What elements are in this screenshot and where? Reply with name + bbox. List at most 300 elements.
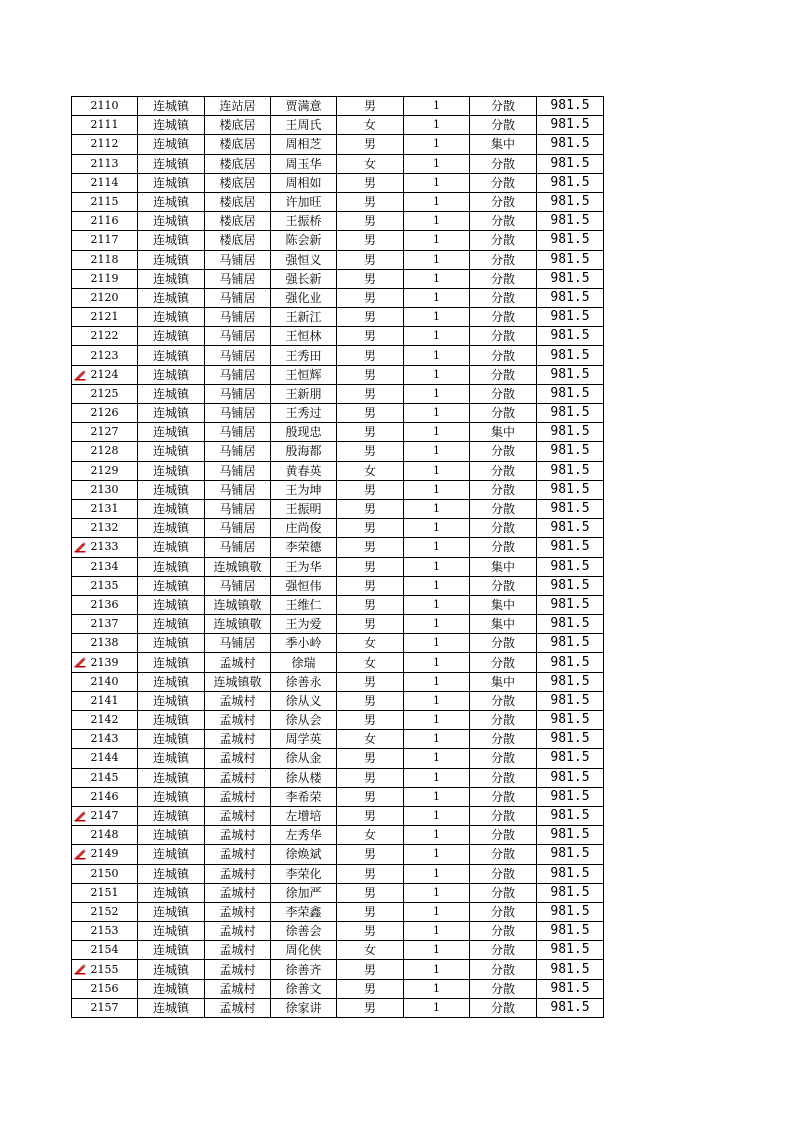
cell-amount [537, 691, 604, 710]
cell-id [72, 192, 138, 211]
cell-mode [470, 806, 537, 825]
cell-count-text: 1 [433, 655, 440, 669]
cell-count-text: 1 [433, 559, 440, 573]
cell-amount-text: 981.5 [550, 270, 590, 286]
cell-gender-text: 男 [363, 502, 376, 517]
cell-mode-text: 分散 [490, 386, 515, 401]
cell-count-text: 1 [433, 444, 440, 458]
cell-name-text: 王为爱 [285, 617, 322, 632]
cell-name-text: 贾满意 [285, 99, 322, 114]
cell-amount [537, 346, 604, 365]
cell-gender-text: 男 [363, 233, 376, 248]
cell-village-text: 楼底居 [219, 214, 256, 229]
cell-name [271, 960, 337, 979]
cell-amount [537, 730, 604, 749]
cell-id [72, 883, 138, 902]
cell-id [72, 711, 138, 730]
cell-count [404, 519, 470, 538]
cell-name-text: 周化侠 [285, 943, 322, 958]
cell-id-text: 2119 [90, 271, 119, 285]
cell-gender [337, 480, 404, 499]
cell-name-text: 王为坤 [285, 482, 322, 497]
cell-town-text: 连城镇 [152, 655, 189, 670]
cell-mode-text: 分散 [490, 195, 515, 210]
cell-count-text: 1 [433, 828, 440, 842]
cell-gender [337, 173, 404, 192]
cell-town [138, 749, 205, 768]
cell-gender [337, 231, 404, 250]
cell-count-text: 1 [433, 425, 440, 439]
cell-town-text: 连城镇 [152, 425, 189, 440]
cell-amount-text: 981.5 [550, 539, 590, 555]
cell-id-text: 2145 [90, 770, 119, 784]
table-row [72, 192, 604, 211]
cell-village-text: 楼底居 [219, 137, 256, 152]
cell-name-text: 徐善文 [285, 981, 322, 996]
cell-gender [337, 787, 404, 806]
cell-name [271, 998, 337, 1017]
cell-amount [537, 864, 604, 883]
cell-mode [470, 250, 537, 269]
cell-id-text: 2141 [90, 693, 119, 707]
cell-town [138, 250, 205, 269]
cell-name [271, 557, 337, 576]
comment-note-icon[interactable] [74, 369, 86, 381]
cell-amount [537, 883, 604, 902]
table-row [72, 864, 604, 883]
cell-count-text: 1 [433, 789, 440, 803]
cell-mode-text: 分散 [490, 770, 515, 785]
cell-name [271, 346, 337, 365]
cell-name [271, 902, 337, 921]
comment-note-icon[interactable] [74, 810, 86, 822]
cell-id-text: 2137 [90, 617, 119, 631]
cell-mode-text: 分散 [490, 156, 515, 171]
cell-amount [537, 116, 604, 135]
cell-amount-text: 981.5 [550, 750, 590, 766]
cell-village-text: 连站居 [219, 99, 256, 114]
table-row [72, 998, 604, 1017]
cell-village [205, 806, 271, 825]
cell-mode-text: 集中 [490, 137, 515, 152]
cell-name [271, 826, 337, 845]
cell-count [404, 595, 470, 614]
cell-town-text: 连城镇 [152, 156, 189, 171]
cell-town-text: 连城镇 [152, 444, 189, 459]
cell-id [72, 288, 138, 307]
cell-village-text: 连城镇敬 [213, 559, 262, 574]
cell-mode-text: 集中 [490, 617, 515, 632]
cell-count-text: 1 [433, 847, 440, 861]
cell-village-text: 孟城村 [219, 693, 256, 708]
cell-count [404, 691, 470, 710]
table-row [72, 672, 604, 691]
cell-mode [470, 883, 537, 902]
cell-count [404, 308, 470, 327]
cell-count [404, 826, 470, 845]
cell-id [72, 480, 138, 499]
cell-town-text: 连城镇 [152, 329, 189, 344]
cell-mode-text: 分散 [490, 118, 515, 133]
cell-count-text: 1 [433, 693, 440, 707]
cell-gender [337, 922, 404, 941]
cell-town-text: 连城镇 [152, 310, 189, 325]
cell-town-text: 连城镇 [152, 693, 189, 708]
cell-gender [337, 979, 404, 998]
cell-mode [470, 595, 537, 614]
table-row [72, 135, 604, 154]
cell-mode-text: 分散 [490, 444, 515, 459]
comment-note-icon[interactable] [74, 656, 86, 668]
cell-town-text: 连城镇 [152, 367, 189, 382]
cell-gender [337, 97, 404, 116]
cell-village [205, 480, 271, 499]
cell-gender [337, 346, 404, 365]
cell-name-text: 强长新 [285, 271, 322, 286]
cell-id [72, 787, 138, 806]
cell-town-text: 连城镇 [152, 406, 189, 421]
cell-count [404, 941, 470, 960]
cell-name-text: 李荣化 [285, 866, 322, 881]
table-row [72, 883, 604, 902]
cell-id-text: 2110 [90, 99, 119, 113]
cell-village-text: 孟城村 [219, 809, 256, 824]
cell-village-text: 孟城村 [219, 732, 256, 747]
cell-name-text: 陈会新 [285, 233, 322, 248]
cell-town [138, 97, 205, 116]
cell-village-text: 马铺居 [219, 444, 256, 459]
cell-count [404, 346, 470, 365]
cell-village-text: 马铺居 [219, 540, 256, 555]
cell-village [205, 538, 271, 557]
cell-id [72, 768, 138, 787]
cell-amount [537, 998, 604, 1017]
cell-village [205, 308, 271, 327]
cell-gender-text: 男 [363, 559, 376, 574]
cell-village-text: 孟城村 [219, 751, 256, 766]
cell-gender [337, 845, 404, 864]
cell-mode-text: 分散 [490, 578, 515, 593]
cell-id [72, 806, 138, 825]
cell-id [72, 672, 138, 691]
cell-mode [470, 826, 537, 845]
cell-name-text: 徐瑞 [291, 655, 316, 670]
cell-town [138, 116, 205, 135]
cell-town [138, 711, 205, 730]
cell-amount [537, 806, 604, 825]
cell-village [205, 922, 271, 941]
cell-mode-text: 分散 [490, 1000, 515, 1015]
cell-gender [337, 615, 404, 634]
cell-amount-text: 981.5 [550, 558, 590, 574]
cell-amount-text: 981.5 [550, 366, 590, 382]
cell-amount [537, 97, 604, 116]
cell-amount-text: 981.5 [550, 808, 590, 824]
cell-mode-text: 分散 [490, 502, 515, 517]
cell-id [72, 979, 138, 998]
cell-id [72, 173, 138, 192]
cell-amount-text: 981.5 [550, 577, 590, 593]
cell-village [205, 595, 271, 614]
cell-gender [337, 308, 404, 327]
cell-gender [337, 826, 404, 845]
cell-mode-text: 分散 [490, 99, 515, 114]
cell-town [138, 883, 205, 902]
cell-id-text: 2112 [90, 137, 119, 151]
cell-village-text: 孟城村 [219, 713, 256, 728]
cell-name [271, 461, 337, 480]
cell-town-text: 连城镇 [152, 118, 189, 133]
cell-name [271, 231, 337, 250]
cell-count-text: 1 [433, 310, 440, 324]
cell-amount [537, 231, 604, 250]
cell-town [138, 538, 205, 557]
cell-gender [337, 653, 404, 672]
cell-amount-text: 981.5 [550, 347, 590, 363]
cell-town [138, 653, 205, 672]
cell-gender [337, 269, 404, 288]
cell-amount-text: 981.5 [550, 692, 590, 708]
table-row [72, 231, 604, 250]
cell-id-text: 2143 [90, 732, 119, 746]
cell-name-text: 王周氏 [285, 118, 322, 133]
cell-gender [337, 557, 404, 576]
cell-id [72, 519, 138, 538]
cell-village [205, 135, 271, 154]
cell-gender-text: 男 [363, 99, 376, 114]
cell-id [72, 499, 138, 518]
cell-gender-text: 女 [363, 943, 376, 958]
cell-amount-text: 981.5 [550, 405, 590, 421]
comment-note-icon[interactable] [74, 963, 86, 975]
cell-mode-text: 分散 [490, 885, 515, 900]
cell-mode [470, 768, 537, 787]
cell-village-text: 马铺居 [219, 406, 256, 421]
cell-amount-text: 981.5 [550, 827, 590, 843]
cell-village [205, 768, 271, 787]
table-row [72, 173, 604, 192]
cell-amount [537, 672, 604, 691]
cell-town [138, 192, 205, 211]
cell-count-text: 1 [433, 406, 440, 420]
cell-amount [537, 288, 604, 307]
cell-count-text: 1 [433, 195, 440, 209]
cell-mode [470, 787, 537, 806]
cell-mode [470, 845, 537, 864]
cell-id-text: 2154 [90, 943, 119, 957]
cell-mode-text: 分散 [490, 693, 515, 708]
cell-count-text: 1 [433, 732, 440, 746]
cell-mode [470, 269, 537, 288]
comment-note-icon[interactable] [74, 848, 86, 860]
cell-mode-text: 分散 [490, 636, 515, 651]
table-row [72, 499, 604, 518]
cell-id-text: 2152 [90, 904, 119, 918]
cell-count-text: 1 [433, 866, 440, 880]
cell-mode [470, 135, 537, 154]
cell-village-text: 马铺居 [219, 463, 256, 478]
cell-gender-text: 男 [363, 1000, 376, 1015]
cell-town-text: 连城镇 [152, 1000, 189, 1015]
cell-name [271, 615, 337, 634]
cell-town-text: 连城镇 [152, 962, 189, 977]
cell-village [205, 730, 271, 749]
cell-id [72, 922, 138, 941]
cell-count [404, 288, 470, 307]
cell-name [271, 97, 337, 116]
cell-id-text: 2124 [90, 367, 119, 381]
cell-town-text: 连城镇 [152, 866, 189, 881]
cell-gender-text: 男 [363, 348, 376, 363]
cell-amount-text: 981.5 [550, 865, 590, 881]
cell-count-text: 1 [433, 809, 440, 823]
cell-village [205, 192, 271, 211]
cell-amount [537, 902, 604, 921]
cell-town [138, 365, 205, 384]
cell-count-text: 1 [433, 463, 440, 477]
cell-amount [537, 576, 604, 595]
cell-gender-text: 男 [363, 578, 376, 593]
cell-mode-text: 分散 [490, 463, 515, 478]
cell-id [72, 730, 138, 749]
cell-id-text: 2140 [90, 674, 119, 688]
cell-count [404, 192, 470, 211]
cell-amount-text: 981.5 [550, 673, 590, 689]
cell-id [72, 845, 138, 864]
cell-village [205, 998, 271, 1017]
cell-id-text: 2150 [90, 866, 119, 880]
cell-id [72, 461, 138, 480]
cell-amount-text: 981.5 [550, 769, 590, 785]
cell-name [271, 250, 337, 269]
cell-village [205, 269, 271, 288]
cell-name-text: 周相如 [285, 175, 322, 190]
cell-amount-text: 981.5 [550, 884, 590, 900]
cell-amount [537, 653, 604, 672]
cell-village [205, 960, 271, 979]
cell-mode-text: 分散 [490, 809, 515, 824]
cell-village [205, 576, 271, 595]
cell-count [404, 730, 470, 749]
cell-mode [470, 212, 537, 231]
comment-note-icon[interactable] [74, 541, 86, 553]
cell-village-text: 孟城村 [219, 655, 256, 670]
cell-gender-text: 男 [363, 137, 376, 152]
cell-id-text: 2122 [90, 329, 119, 343]
cell-town [138, 154, 205, 173]
cell-gender [337, 499, 404, 518]
cell-name [271, 979, 337, 998]
cell-town-text: 连城镇 [152, 137, 189, 152]
cell-town [138, 806, 205, 825]
cell-gender-text: 男 [363, 425, 376, 440]
cell-amount-text: 981.5 [550, 731, 590, 747]
cell-count-text: 1 [433, 674, 440, 688]
cell-gender-text: 男 [363, 386, 376, 401]
cell-count-text: 1 [433, 290, 440, 304]
cell-gender-text: 男 [363, 924, 376, 939]
cell-town-text: 连城镇 [152, 214, 189, 229]
cell-amount-text: 981.5 [550, 136, 590, 152]
cell-town [138, 922, 205, 941]
cell-id-text: 2146 [90, 789, 119, 803]
cell-town-text: 连城镇 [152, 713, 189, 728]
cell-town-text: 连城镇 [152, 233, 189, 248]
table-row [72, 269, 604, 288]
cell-town-text: 连城镇 [152, 674, 189, 689]
cell-count [404, 212, 470, 231]
cell-amount-text: 981.5 [550, 155, 590, 171]
cell-village-text: 孟城村 [219, 885, 256, 900]
cell-count-text: 1 [433, 99, 440, 113]
cell-gender [337, 902, 404, 921]
cell-mode [470, 173, 537, 192]
cell-name-text: 强恒义 [285, 252, 322, 267]
cell-name-text: 王振明 [285, 502, 322, 517]
cell-gender-text: 男 [363, 367, 376, 382]
cell-village [205, 346, 271, 365]
cell-amount [537, 135, 604, 154]
cell-town [138, 998, 205, 1017]
cell-count [404, 116, 470, 135]
cell-count [404, 711, 470, 730]
cell-village [205, 97, 271, 116]
cell-town-text: 连城镇 [152, 290, 189, 305]
cell-name-text: 周相芝 [285, 137, 322, 152]
cell-id-text: 2114 [90, 175, 119, 189]
cell-village-text: 马铺居 [219, 502, 256, 517]
cell-id-text: 2148 [90, 828, 119, 842]
cell-gender [337, 423, 404, 442]
cell-town-text: 连城镇 [152, 540, 189, 555]
cell-gender [337, 154, 404, 173]
cell-count-text: 1 [433, 540, 440, 554]
cell-town-text: 连城镇 [152, 502, 189, 517]
cell-count [404, 442, 470, 461]
cell-name [271, 212, 337, 231]
cell-id-text: 2153 [90, 924, 119, 938]
table-row [72, 691, 604, 710]
table-row [72, 404, 604, 423]
cell-count-text: 1 [433, 636, 440, 650]
cell-town [138, 499, 205, 518]
cell-id [72, 346, 138, 365]
cell-amount-text: 981.5 [550, 251, 590, 267]
cell-id-text: 2134 [90, 559, 119, 573]
cell-mode-text: 分散 [490, 271, 515, 286]
cell-village-text: 马铺居 [219, 290, 256, 305]
table-row [72, 634, 604, 653]
table-row [72, 826, 604, 845]
cell-town-text: 连城镇 [152, 271, 189, 286]
table-row [72, 730, 604, 749]
cell-count-text: 1 [433, 214, 440, 228]
table-row [72, 519, 604, 538]
cell-count [404, 384, 470, 403]
cell-amount-text: 981.5 [550, 980, 590, 996]
cell-count-text: 1 [433, 386, 440, 400]
cell-village [205, 173, 271, 192]
cell-count [404, 672, 470, 691]
cell-mode [470, 902, 537, 921]
cell-gender [337, 576, 404, 595]
cell-id [72, 595, 138, 614]
cell-name-text: 徐从楼 [285, 770, 322, 785]
cell-town-text: 连城镇 [152, 348, 189, 363]
cell-town [138, 269, 205, 288]
cell-id-text: 2142 [90, 713, 119, 727]
cell-amount-text: 981.5 [550, 961, 590, 977]
